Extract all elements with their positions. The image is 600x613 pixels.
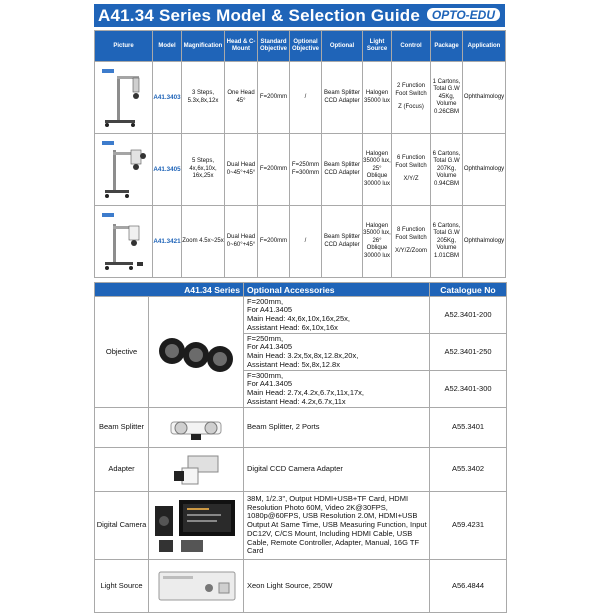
objective-label: Objective xyxy=(95,297,149,408)
table-row xyxy=(95,560,507,613)
standard-objective-cell: F=200mm xyxy=(258,62,290,134)
microscope-image xyxy=(95,206,153,278)
accessories-header: Optional Accessories xyxy=(244,283,430,297)
column-header: Control xyxy=(392,31,431,62)
light-source-image xyxy=(149,560,244,613)
objective-description xyxy=(244,297,430,334)
column-header: Package xyxy=(431,31,463,62)
description-line: F=250mm, xyxy=(247,333,284,343)
table-row xyxy=(95,62,506,134)
model-number: A41.3421 xyxy=(153,206,182,278)
optional-cell: Beam Splitter CCD Adapter xyxy=(322,206,363,278)
catalogue-number: A55.3402 xyxy=(430,448,507,492)
control-line: 2 Function Foot Switch xyxy=(395,83,427,97)
column-header: Magnification xyxy=(182,31,225,62)
accessory-description: 38M, 1/2.3", Output HDMI+USB+TF Card, HDMI Resolution Photo 60M, Video 2K@30FPS, 1080p@60FPS, USB Resolution 2.0M, HDMI+USB Output At Same Time, USB Measuring Function, Input DC12V, C/CS Mount, Including HDMI Cable, USB Cable, Remote Controller, Adapter, Manual, 16G TF Card xyxy=(244,492,430,560)
magnification-cell: 5 Steps, 4x,6x,10x, 16x,25x xyxy=(182,134,225,206)
accessory-name: Digital Camera xyxy=(95,492,149,560)
accessories-header-row xyxy=(95,283,507,297)
series-header: A41.34 Series xyxy=(95,283,244,297)
application-cell: Ophthalmology xyxy=(463,62,506,134)
table-row xyxy=(95,297,507,334)
standard-objective-cell: F=200mm xyxy=(258,206,290,278)
description-line: Assistant Head: 4.2x,6.7x,11x xyxy=(247,396,346,406)
description-line: F=200mm, xyxy=(247,296,284,306)
column-header: Optional Objective xyxy=(290,31,322,62)
description-line: Assistant Head: 5x,8x,12.8x xyxy=(247,359,340,369)
model-number: A41.3403 xyxy=(153,62,182,134)
accessories-table xyxy=(94,282,507,613)
application-cell: Ophthalmology xyxy=(463,206,506,278)
accessory-name: Light Source xyxy=(95,560,149,613)
table-row xyxy=(95,206,506,278)
catalogue-number: A52.3401-300 xyxy=(430,371,507,408)
description-line: Assistant Head: 6x,10x,16x xyxy=(247,322,338,332)
control-line: X/Y/Z xyxy=(403,176,419,183)
column-header: Picture xyxy=(95,31,153,62)
light-source-cell: Halogen 35000 lux, 25° Oblique 30000 lux xyxy=(363,134,392,206)
brand-logo: OPTO-EDU xyxy=(425,6,502,23)
catalogue-number: A55.3401 xyxy=(430,408,507,448)
optional-cell: Beam Splitter CCD Adapter xyxy=(322,62,363,134)
catalogue-number: A59.4231 xyxy=(430,492,507,560)
objective-description xyxy=(244,371,430,408)
table-row xyxy=(95,492,507,560)
microscope-image xyxy=(95,62,153,134)
column-header: Standard Objective xyxy=(258,31,290,62)
accessory-description: Beam Splitter, 2 Ports xyxy=(244,408,430,448)
description-line: Main Head: 4x,6x,10x,16x,25x, xyxy=(247,314,350,323)
column-header: Application xyxy=(463,31,506,62)
model-selection-table xyxy=(94,30,506,278)
digital-camera-image xyxy=(149,492,244,560)
page-header xyxy=(94,4,505,27)
magnification-cell: 3 Steps, 5.3x,8x,12x xyxy=(182,62,225,134)
column-header: Model xyxy=(153,31,182,62)
magnification-cell: Zoom 4.5x~25x xyxy=(182,206,225,278)
description-line: For A41.3405 xyxy=(247,379,293,389)
optional-objective-cell: F=250mm F=300mm xyxy=(290,134,322,206)
table-row xyxy=(95,408,507,448)
head-cell: Dual Head 0~45°+45° xyxy=(225,134,258,206)
standard-objective-cell: F=200mm xyxy=(258,134,290,206)
beam-splitter-image xyxy=(149,408,244,448)
control-line: 6 Function Foot Switch xyxy=(395,155,427,169)
control-cell xyxy=(392,62,431,134)
model-number: A41.3405 xyxy=(153,134,182,206)
description-line: F=300mm, xyxy=(247,370,284,380)
table-header-row xyxy=(95,31,506,62)
optional-objective-cell: / xyxy=(290,206,322,278)
catalogue-number: A52.3401-250 xyxy=(430,334,507,371)
table-row xyxy=(95,134,506,206)
column-header: Light Source xyxy=(363,31,392,62)
catalogue-number: A56.4844 xyxy=(430,560,507,613)
microscope-image xyxy=(95,134,153,206)
objective-description xyxy=(244,334,430,371)
catalogue-number: A52.3401-200 xyxy=(430,297,507,334)
description-line: Main Head: 2.7x,4.2x,6.7x,11x,17x, xyxy=(247,388,365,397)
head-cell: Dual Head 0~60°+45° xyxy=(225,206,258,278)
application-cell: Ophthalmology xyxy=(463,134,506,206)
control-cell xyxy=(392,134,431,206)
column-header: Head & C-Mount xyxy=(225,31,258,62)
package-cell: 6 Cartons, Total G.W 207Kg, Volume 0.94CBM xyxy=(431,134,463,206)
control-line: 8 Function Foot Switch xyxy=(395,227,427,241)
optional-objective-cell: / xyxy=(290,62,322,134)
page-title: A41.34 Series Model & Selection Guide xyxy=(98,6,421,25)
accessory-description: Xeon Light Source, 250W xyxy=(244,560,430,613)
column-header: Optional xyxy=(322,31,363,62)
adapter-image xyxy=(149,448,244,492)
light-source-cell: Halogen 35000 lux, 26° Oblique 30000 lux xyxy=(363,206,392,278)
description-line: Main Head: 3.2x,5x,8x,12.8x,20x, xyxy=(247,351,359,360)
package-cell: 6 Cartons, Total G.W 205Kg, Volume 1.01CBM xyxy=(431,206,463,278)
catalogue-header: Catalogue No xyxy=(430,283,507,297)
objective-lens-image xyxy=(149,297,244,408)
description-line: For A41.3405 xyxy=(247,342,293,352)
control-cell xyxy=(392,206,431,278)
description-line: For A41.3405 xyxy=(247,305,293,315)
accessory-name: Beam Splitter xyxy=(95,408,149,448)
table-row xyxy=(95,448,507,492)
optional-cell: Beam Splitter CCD Adapter xyxy=(322,134,363,206)
control-line: Z (Focus) xyxy=(398,104,424,111)
accessory-name: Adapter xyxy=(95,448,149,492)
head-cell: One Head 45° xyxy=(225,62,258,134)
package-cell: 1 Cartons, Total G.W 45Kg, Volume 0.26CBM xyxy=(431,62,463,134)
accessory-description: Digital CCD Camera Adapter xyxy=(244,448,430,492)
light-source-cell: Halogen 35000 lux xyxy=(363,62,392,134)
control-line: X/Y/Z/Zoom xyxy=(394,248,427,255)
